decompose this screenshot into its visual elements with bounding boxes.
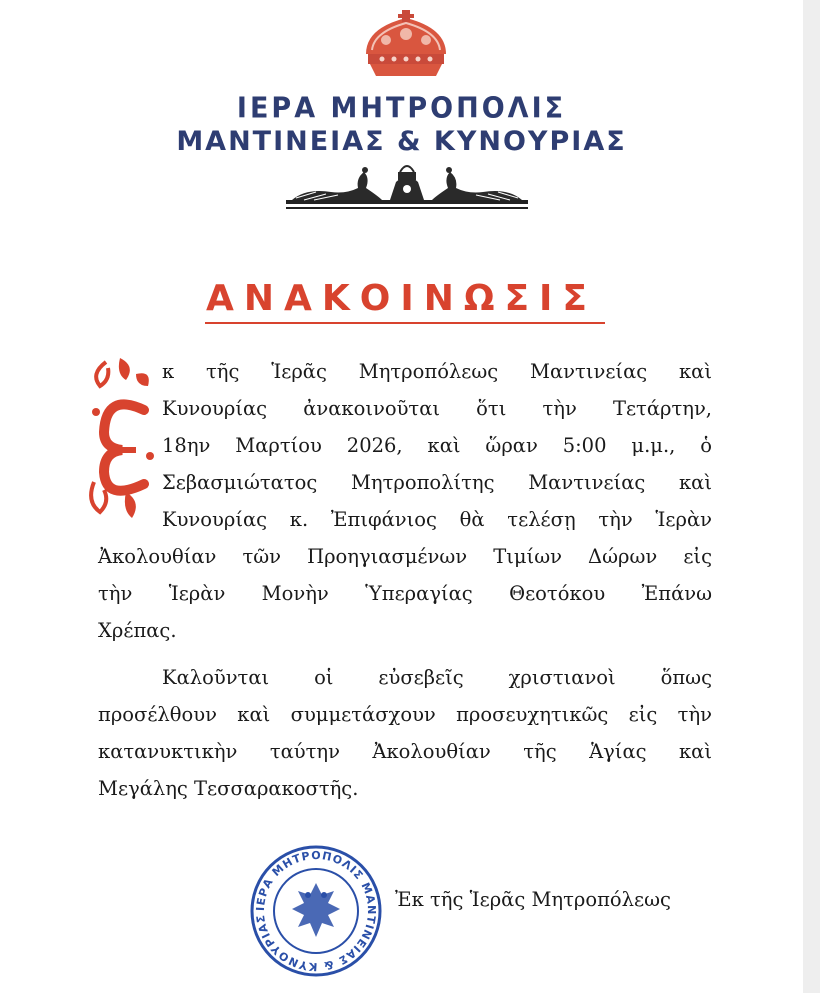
header-title-line2: ΜΑΝΤΙΝΕΙΑΣ & ΚΥΝΟΥΡΙΑΣ (176, 126, 627, 157)
peacock-ornament-icon (286, 158, 528, 218)
signature-line: Ἐκ τῆς Ἱερᾶς Μητροπόλεως (395, 888, 671, 911)
mitre-crown-icon (358, 10, 454, 82)
title-underline (205, 322, 605, 324)
announcement-title: ΑΝΑΚΟΙΝΩΣΙΣ (205, 278, 598, 319)
para1-line-8: Χρέπας. (98, 619, 177, 642)
header-title-line1: ΙΕΡΑ ΜΗΤΡΟΠΟΛΙΣ (236, 92, 567, 125)
metropolis-seal-stamp (248, 843, 384, 979)
seal-text: ΙΕΡΑ ΜΗΤΡΟΠΟΛΙΣ ΜΑΝΤΙΝΕΙΑΣ & ΚΥΝΟΥΡΙΑΣ (253, 848, 379, 974)
para2-line-4: Μεγάλης Τεσσαρακοστῆς. (98, 777, 359, 800)
para1-line-1: κ τῆς Ἱερᾶς Μητροπόλεως Μαντινείας καὶ (162, 360, 712, 383)
para1-line-4: Σεβασμιώτατος Μητροπολίτης Μαντινείας καὶ (162, 471, 712, 494)
para1-line-3: 18ην Μαρτίου 2026, καὶ ὥραν 5:00 μ.μ., ὁ (162, 434, 712, 457)
para2-line-3: κατανυκτικὴν ταύτην Ἀκολουθίαν τῆς Ἁγίας καὶ (98, 740, 712, 763)
para1-line-7: τὴν Ἱερὰν Μονὴν Ὑπεραγίας Θεοτόκου Ἐπάνω (98, 582, 712, 605)
para1-line-2: Κυνουρίας ἀνακοινοῦται ὅτι τὴν Τετάρτην, (162, 397, 712, 420)
right-margin-bar (803, 0, 820, 993)
para2-line-1: Καλοῦνται οἱ εὐσεβεῖς χριστιανοὶ ὅπως (162, 666, 712, 689)
para2-line-2: προσέλθουν καὶ συμμετάσχουν προσευχητικῶς εἰς τὴν (98, 703, 712, 726)
para1-line-5: Κυνουρίας κ. Ἐπιφάνιος θὰ τελέσῃ τὴν Ἱερὰν (162, 508, 712, 531)
para1-line-6: Ἀκολουθίαν τῶν Προηγιασμένων Τιμίων Δώρων εἰς (98, 545, 712, 568)
dropcap-ornate-letter-icon (86, 352, 158, 520)
